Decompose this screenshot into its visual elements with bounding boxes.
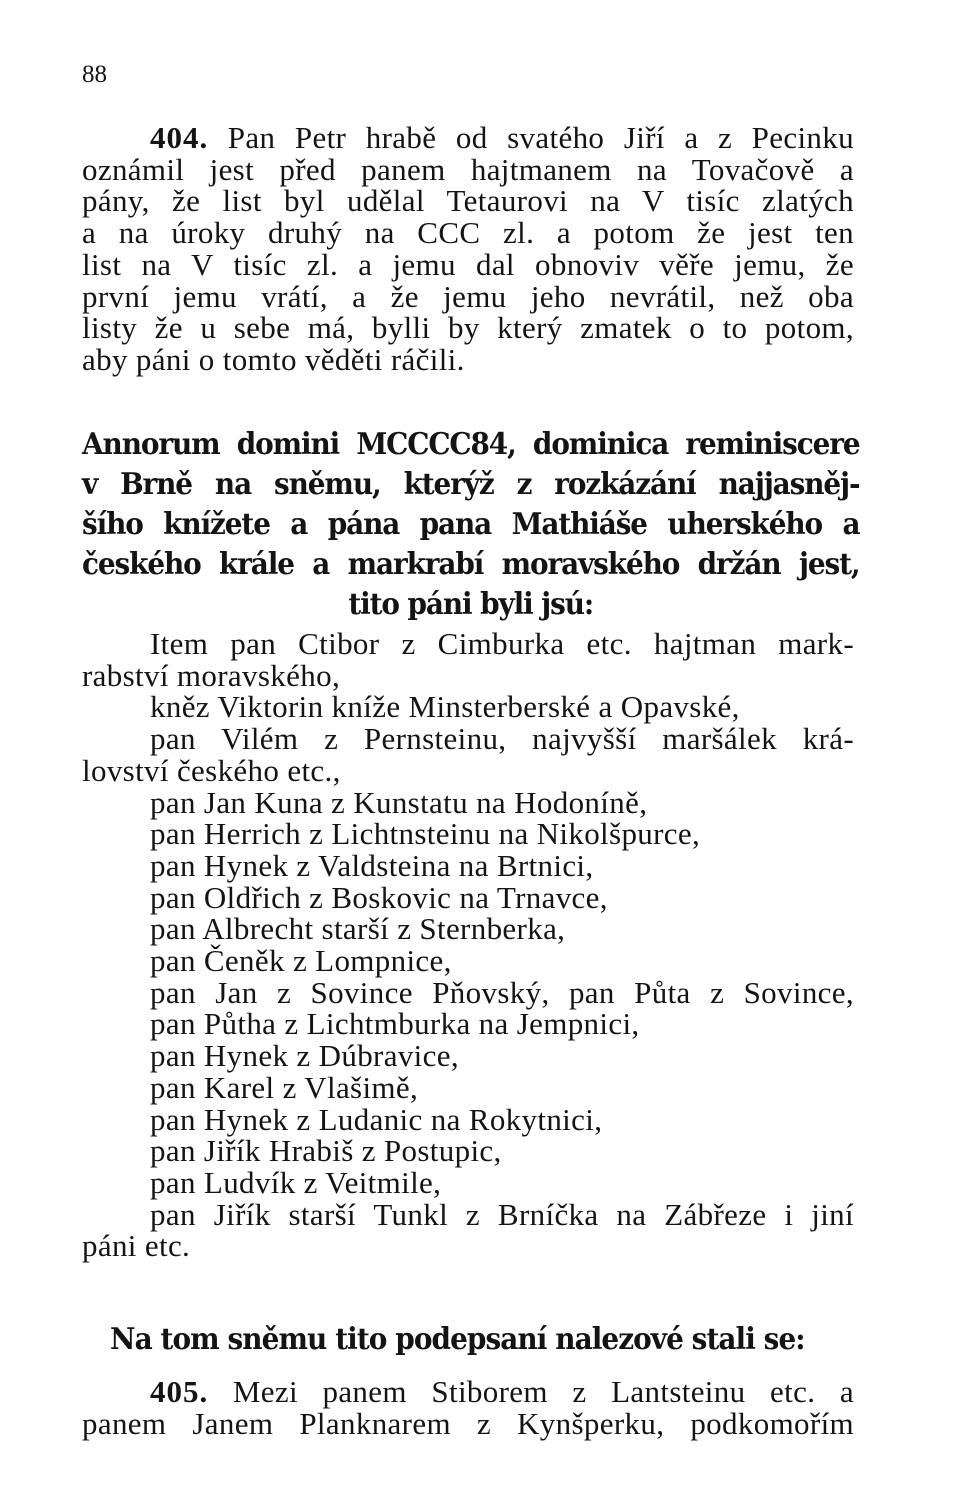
list-line: pan Půtha z Lichtmburka na Jempnici, <box>150 1006 640 1042</box>
list-line: pan Jiřík starší Tunkl z Brníčka na Zábřeze i jiní <box>150 1196 854 1232</box>
heading-line: českého krále a markrabí moravského držán jest, <box>82 547 860 582</box>
list-line: páni etc. <box>82 1228 191 1264</box>
list-line: pan Herrich z Lichtnsteinu na Nikolšpurce, <box>150 816 701 852</box>
list-line: lovství českého etc., <box>82 752 341 788</box>
list-line: pan Albrecht starší z Sternberka, <box>150 911 566 947</box>
text-line: pány, že list byl udělal Tetaurovi na V tisíc zlatých <box>82 183 854 219</box>
list-line: pan Oldřich z Boskovic na Trnavce, <box>150 879 608 915</box>
text-line: první jemu vrátí, a že jemu jeho nevrátil, než oba <box>82 278 854 314</box>
text-line: a na úroky druhý na CCC zl. a potom že jest ten <box>82 215 854 251</box>
text-line: listy že u sebe má, bylli by který zmatek o to potom, <box>82 310 854 346</box>
page-number: 88 <box>82 61 107 88</box>
text-line-content: Pan Petr hrabě od svatého Jiří a z Pecinku <box>227 120 854 155</box>
list-line: pan Ludvík z Veitmile, <box>150 1164 442 1200</box>
list-line: pan Čeněk z Lompnice, <box>150 943 452 979</box>
heading-line: Annorum domini MCCCC84, dominica reminiscere <box>82 427 860 462</box>
text-line <box>82 1376 854 1408</box>
text-line <box>82 122 854 154</box>
text-line: list na V tisíc zl. a jemu dal obnoviv věře jemu, že <box>82 246 854 282</box>
list-line: pan Vilém z Pernsteinu, najvyšší maršálek krá- <box>150 721 854 757</box>
paragraph-405 <box>82 1376 854 1439</box>
text-line: aby páni o tomto věděti ráčili. <box>82 341 465 377</box>
heading-line: šího knížete a pána pana Mathiáše uherského a <box>82 507 860 542</box>
list-line: kněz Viktorin kníže Minsterberské a Opavské, <box>150 689 740 725</box>
text-line-content: Mezi panem Stiborem z Lantsteinu etc. a <box>232 1374 854 1409</box>
attendee-list <box>82 628 854 1262</box>
paragraph-number: 405. <box>150 1374 209 1409</box>
list-line: pan Hynek z Valdsteina na Brtnici, <box>150 847 594 883</box>
list-line: pan Jan Kuna z Kunstatu na Hodoníně, <box>150 784 648 820</box>
heading-line: v Brně na sněmu, kterýž z rozkázání najjasněj- <box>82 467 860 502</box>
subsection-heading: Na tom sněmu tito podepsaní nalezové stali se: <box>110 1322 805 1357</box>
text-line: panem Janem Planknarem z Kynšperku, podkomořím <box>82 1405 854 1441</box>
list-line: pan Jiřík Hrabiš z Postupic, <box>150 1133 502 1169</box>
list-line: rabství moravského, <box>82 657 341 693</box>
list-line: pan Hynek z Dúbravice, <box>150 1038 459 1074</box>
list-line: pan Hynek z Ludanic na Rokytnici, <box>150 1101 603 1137</box>
section-heading <box>82 425 860 625</box>
heading-line: tito páni byli jsú: <box>348 587 594 622</box>
list-line: pan Jan z Sovince Pňovský, pan Půta z Sovince, <box>150 974 854 1010</box>
paragraph-number: 404. <box>150 120 209 155</box>
list-line: Item pan Ctibor z Cimburka etc. hajtman mark- <box>150 626 854 661</box>
text-line: oznámil jest před panem hajtmanem na Tovačově a <box>82 151 854 187</box>
list-line: pan Karel z Vlašimě, <box>150 1069 419 1105</box>
paragraph-404 <box>82 122 854 376</box>
